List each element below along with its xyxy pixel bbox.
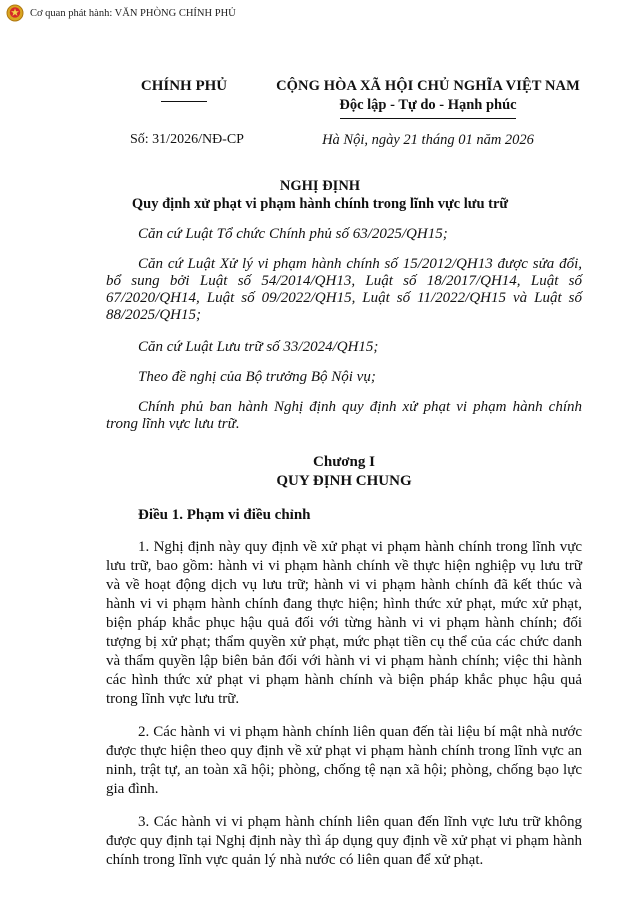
chapter-heading	[106, 453, 582, 491]
legal-basis: Căn cứ Luật Xử lý vi phạm hành chính số 15/2012/QH13 được sửa đổi, bổ sung bởi Luật số 54/2014/QH13, Luật số 18/2017/QH14, Luật số 67/2020/QH14, Luật số 09/2022/QH15, Luật số 11/2022/QH15 và Luật số 88/2025/QH15;	[106, 256, 582, 323]
issuer-text: Cơ quan phát hành: VĂN PHÒNG CHÍNH PHỦ	[30, 7, 236, 19]
place-and-date: Hà Nội, ngày 21 tháng 01 năm 2026	[322, 132, 534, 148]
issuer-bar	[6, 4, 236, 22]
document-body	[106, 226, 582, 884]
agency-underline	[161, 101, 207, 102]
national-motto: Độc lập - Tự do - Hạnh phúc	[339, 97, 517, 113]
national-emblem-icon	[6, 4, 24, 22]
document-title	[0, 178, 640, 213]
article-paragraph: 2. Các hành vi vi phạm hành chính liên quan đến tài liệu bí mật nhà nước được thực hiện theo quy định về xử phạt vi phạm hành chính trong lĩnh vực an ninh, trật tự, an toàn xã hội; phòng, chống tệ nạn xã hội; phòng, chống bạo lực gia đình.	[106, 724, 582, 797]
chapter-name: QUY ĐỊNH CHUNG	[276, 473, 412, 489]
legal-basis: Căn cứ Luật Lưu trữ số 33/2024/QH15;	[138, 339, 379, 355]
national-title-block	[268, 78, 588, 119]
chapter-number: Chương I	[313, 454, 375, 470]
document-type: NGHỊ ĐỊNH	[279, 178, 361, 194]
national-title: CỘNG HÒA XÃ HỘI CHỦ NGHĨA VIỆT NAM	[276, 78, 580, 94]
motto-underline	[340, 118, 516, 119]
article-title: Điều 1. Phạm vi điều chỉnh	[138, 507, 311, 523]
enactment-statement: Chính phủ ban hành Nghị định quy định xử phạt vi phạm hành chính trong lĩnh vực lưu trữ.	[106, 399, 582, 432]
issuing-agency: CHÍNH PHỦ	[140, 78, 228, 94]
issuing-agency-block	[104, 78, 264, 102]
document-number: Số: 31/2026/NĐ-CP	[130, 132, 244, 147]
legal-basis: Theo đề nghị của Bộ trưởng Bộ Nội vụ;	[138, 369, 376, 385]
article-paragraph: 1. Nghị định này quy định về xử phạt vi phạm hành chính trong lĩnh vực lưu trữ, bao gồm: hành vi vi phạm hành chính về thực hiện nghiệp vụ lưu trữ và về hoạt động dịch vụ lưu trữ; hành vi vi phạm hành chính đã kết thúc và hành vi vi phạm hành chính đang thực hiện; hình thức xử phạt, mức xử phạt, biện pháp khắc phục hậu quả đối với từng hành vi vi phạm hành chính; đối tượng bị xử phạt; thẩm quyền xử phạt, mức phạt tiền cụ thể của các chức danh và thẩm quyền lập biên bản đối với hành vi vi phạm hành chính; việc thi hành các hình thức xử phạt vi phạm hành chính và biện pháp khắc phục hậu quả trong lĩnh vực lưu trữ.	[106, 539, 582, 707]
legal-basis: Căn cứ Luật Tổ chức Chính phủ số 63/2025/QH15;	[138, 226, 448, 242]
article-paragraph: 3. Các hành vi vi phạm hành chính liên quan đến lĩnh vực lưu trữ không được quy định tại Nghị định này thì áp dụng quy định về xử phạt vi phạm hành chính trong lĩnh vực quản lý nhà nước có liên quan để xử phạt.	[106, 814, 582, 868]
document-subject: Quy định xử phạt vi phạm hành chính trong lĩnh vực lưu trữ	[131, 196, 509, 212]
